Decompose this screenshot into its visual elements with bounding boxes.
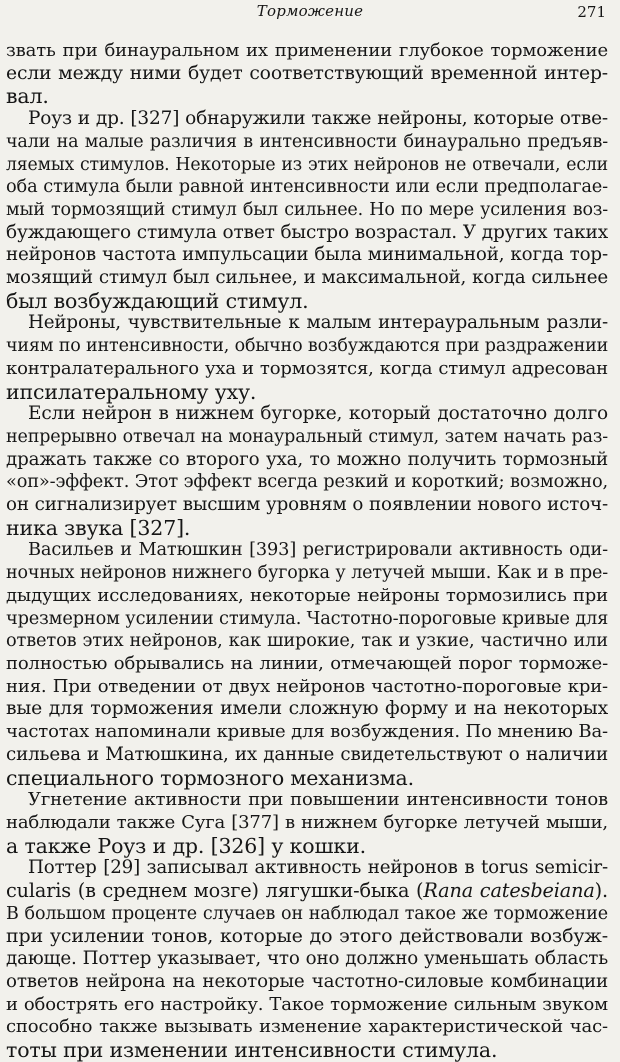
text-line: ипсилатеральному уху. xyxy=(6,379,257,404)
text-line xyxy=(6,880,608,903)
text-line: контралатерального уха и тормозятся, когда стимул адресован xyxy=(6,357,608,379)
text-line: а также Роуз и др. [326] у кошки. xyxy=(6,833,366,858)
text-line: Угнетение активности при повышении интенсивности тонов xyxy=(28,789,608,811)
text-line: дающе. Поттер указывает, что оно должно уменьшать область xyxy=(6,948,608,970)
text-line: Поттер [29] записывал активность нейронов в torus semicir- xyxy=(28,857,608,879)
running-title: Торможение xyxy=(256,2,364,20)
text-line: мый тормозящий стимул был сильнее. Но по мере усиления воз- xyxy=(6,199,608,220)
running-head xyxy=(0,0,620,26)
text-line: тоты при изменении интенсивности стимула. xyxy=(6,1037,498,1062)
paragraph-3 xyxy=(6,312,608,403)
text-line: нейронов частота импульсации была минимальной, когда тор- xyxy=(6,244,608,266)
text-line: если между ними будет соответствующий временной интер- xyxy=(6,62,608,84)
text-line: наблюдали также Суга [377] в нижнем бугорке летучей мыши, xyxy=(6,811,608,833)
paragraph-1 xyxy=(6,40,608,108)
text-line: частотах напоминали кривые для возбуждения. По мнению Ва- xyxy=(6,721,608,743)
paragraph-4 xyxy=(6,403,608,539)
text-line: звать при бинауральном их применении глубокое торможение xyxy=(6,40,608,61)
paragraph-2 xyxy=(6,108,608,312)
text-line: ния. При отведении от двух нейронов частотно-пороговые кри- xyxy=(6,675,608,697)
text-line: ника звука [327]. xyxy=(6,515,191,540)
text-line: Роуз и др. [327] обнаружили также нейроны, которые отве- xyxy=(28,108,608,130)
text-line: чали на малые различия в интенсивности бинаурально предъяв- xyxy=(6,131,608,152)
text-line: дыдущих исследованиях, некоторые нейроны тормозились при xyxy=(6,584,608,606)
text-segment: cularis (в среднем мозге) лягушки-быка ( xyxy=(6,879,424,903)
text-line: способно также вызывать изменение характеристической час- xyxy=(6,1016,608,1038)
text-line: ночных нейронов нижнего бугорка у летучей мыши. Как и в пре- xyxy=(6,563,608,584)
species-name: Rana catesbeiana xyxy=(423,879,595,903)
text-line: ответов нейрона на некоторые частотно-силовые комбинации xyxy=(6,970,608,992)
paragraph-5 xyxy=(6,539,608,789)
text-line: чиям по интенсивности, обычно возбуждаются при раздражении xyxy=(6,336,609,357)
text-line: оба стимула были равной интенсивности или если предполагае- xyxy=(6,177,608,198)
text-line: и обострять его настройку. Такое торможение сильным звуком xyxy=(6,993,608,1015)
text-line: специального тормозного механизма. xyxy=(6,765,414,790)
page-number: 271 xyxy=(577,3,606,21)
text-line: чрезмерном усилении стимула. Частотно-пороговые кривые для xyxy=(6,608,609,629)
text-line: сильева и Матюшкина, их данные свидетельствуют о наличии xyxy=(6,743,608,765)
text-line: полностью обрывались на линии, отмечающей порог торможе- xyxy=(6,652,608,674)
text-line: Если нейрон в нижнем бугорке, который достаточно долго xyxy=(28,403,608,425)
text-line: ляемых стимулов. Некоторые из этих нейронов не отвечали, если xyxy=(6,154,608,175)
text-line: вал. xyxy=(6,84,49,109)
text-line: буждающего стимула ответ быстро возрастал. У других таких xyxy=(6,221,608,243)
text-line: он сигнализирует высшим уровням о появлении нового источ- xyxy=(6,494,608,516)
text-line: непрерывно отвечал на монауральный стимул, затем начать раз- xyxy=(6,426,608,447)
text-line: В большом проценте случаев он наблюдал такое же торможение xyxy=(6,903,608,924)
text-line: дражать также со второго уха, то можно получить тормозный xyxy=(6,448,608,470)
body-text xyxy=(6,40,608,1062)
text-line: «оп»-эффект. Этот эффект всегда резкий и короткий; возможно, xyxy=(6,472,608,493)
paragraph-7 xyxy=(6,857,608,1061)
text-line: Васильев и Матюшкин [393] регистрировали активность оди- xyxy=(28,540,608,561)
paragraph-6 xyxy=(6,789,608,857)
text-line: мозящий стимул был сильнее, и максимальной, когда сильнее xyxy=(6,267,608,289)
text-line: при усилении тонов, которые до этого действовали возбуж- xyxy=(6,925,608,948)
text-line: Нейроны, чувствительные к малым интерауральным разли- xyxy=(28,312,608,334)
text-segment: ). xyxy=(594,879,608,903)
text-line: был возбуждающий стимул. xyxy=(6,288,309,313)
text-line: ответов этих нейронов, как широкие, так и узкие, частично или xyxy=(6,631,608,652)
text-line: вые для торможения имели сложную форму и на некоторых xyxy=(6,698,608,720)
